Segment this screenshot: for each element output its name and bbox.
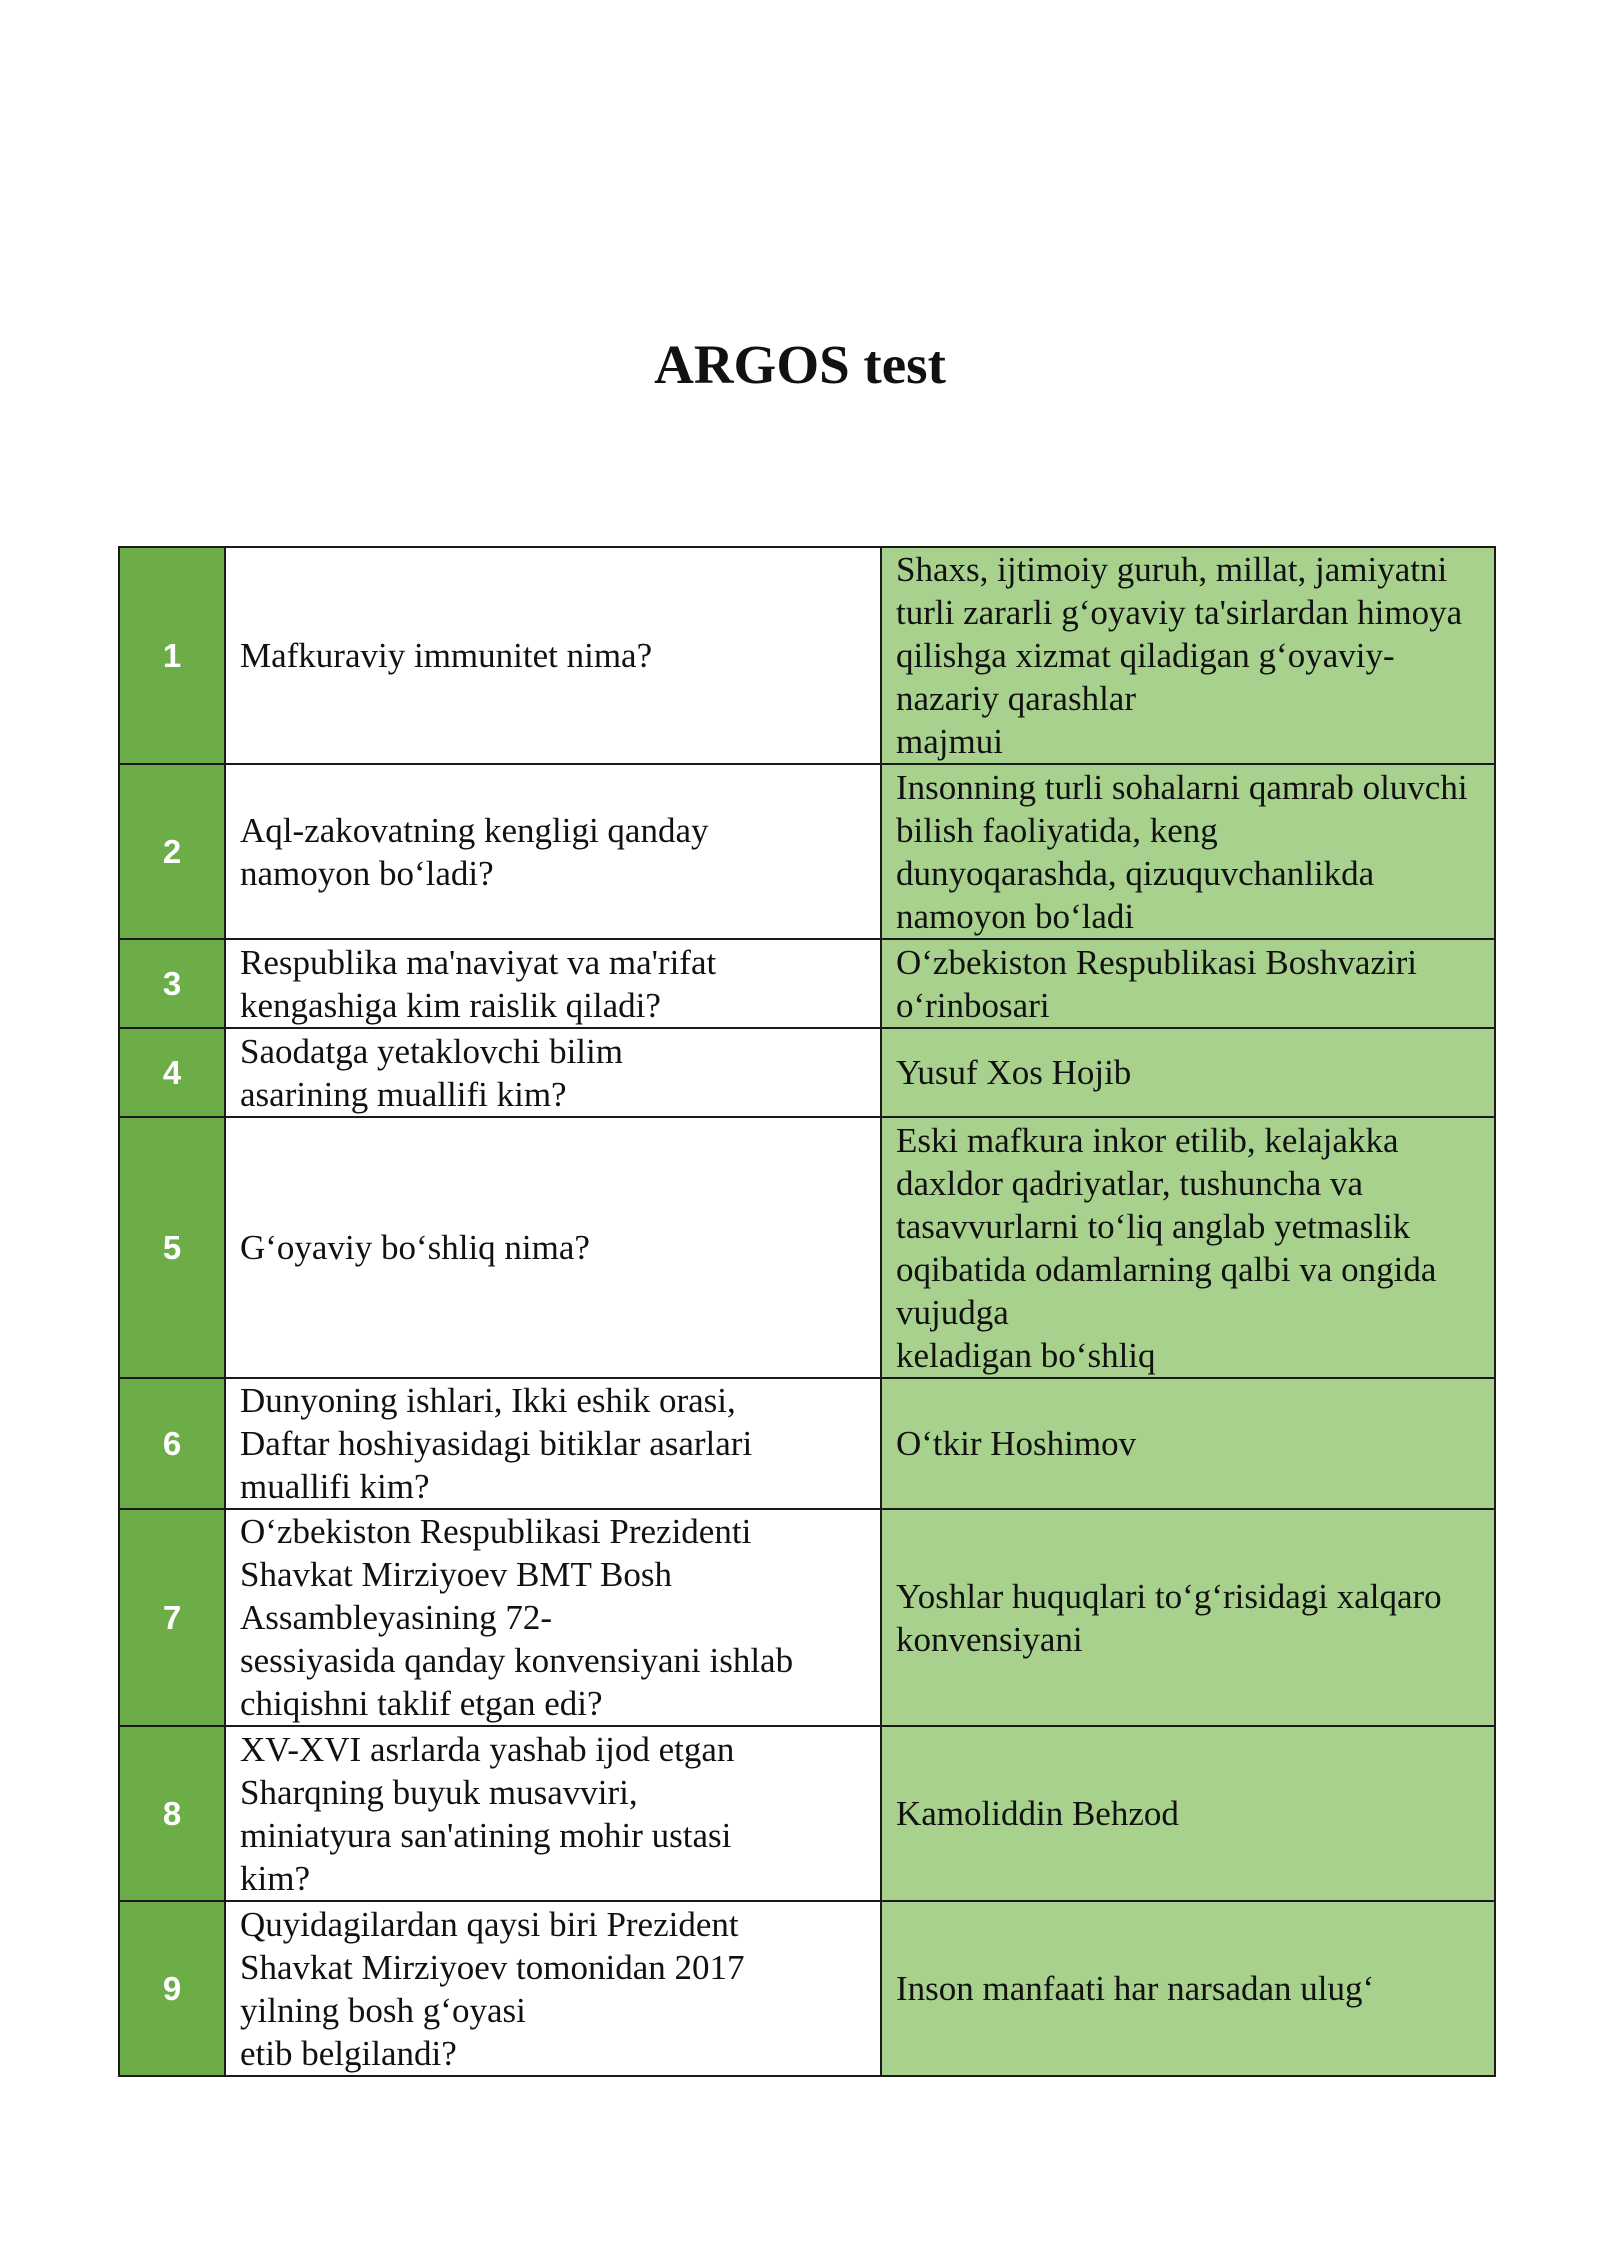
answer-line: Kamoliddin Behzod bbox=[896, 1794, 1179, 1833]
answer-line: konvensiyani bbox=[896, 1619, 1083, 1659]
question-cell bbox=[225, 547, 881, 764]
question-line: Mafkuraviy immunitet nima? bbox=[240, 636, 653, 675]
answer-cell bbox=[881, 1901, 1495, 2076]
question-line: Sharqning buyuk musavviri, bbox=[240, 1772, 638, 1812]
answer-line: Inson manfaati har narsadan ulug‘ bbox=[896, 1969, 1375, 2008]
question-cell bbox=[225, 1028, 881, 1117]
question-line: kim? bbox=[240, 1858, 310, 1898]
question-cell bbox=[225, 1509, 881, 1726]
question-line: Dunyoning ishlari, Ikki eshik orasi, bbox=[240, 1381, 736, 1420]
question-line: Shavkat Mirziyoev tomonidan 2017 bbox=[240, 1947, 745, 1987]
question-line: Saodatga yetaklovchi bilim bbox=[240, 1031, 623, 1071]
answer-line: bilish faoliyatida, keng bbox=[896, 810, 1218, 850]
answer-cell bbox=[881, 1028, 1495, 1117]
question-line: asarining muallifi kim? bbox=[240, 1074, 567, 1114]
answer-line: oqibatida odamlarning qalbi va ongida bbox=[896, 1249, 1437, 1289]
question-cell bbox=[225, 1117, 881, 1378]
row-number: 6 bbox=[119, 1378, 225, 1509]
question-line: namoyon bo‘ladi? bbox=[240, 853, 494, 893]
answer-cell bbox=[881, 1509, 1495, 1726]
question-line: XV-XVI asrlarda yashab ijod etgan bbox=[240, 1729, 735, 1769]
answer-line: nazariy qarashlar bbox=[896, 679, 1136, 718]
row-number: 4 bbox=[119, 1028, 225, 1117]
table-row bbox=[119, 1901, 1495, 2076]
question-line: sessiyasida qanday konvensiyani ishlab bbox=[240, 1641, 794, 1680]
answer-line: Insonning turli sohalarni qamrab oluvchi bbox=[896, 767, 1468, 807]
table-row bbox=[119, 939, 1495, 1028]
answer-line: namoyon bo‘ladi bbox=[896, 896, 1135, 936]
question-cell bbox=[225, 1726, 881, 1901]
question-line: Respublika ma'naviyat va ma'rifat bbox=[240, 942, 717, 982]
table-row bbox=[119, 1509, 1495, 1726]
row-number: 9 bbox=[119, 1901, 225, 2076]
answer-line: daxldor qadriyatlar, tushuncha va bbox=[896, 1163, 1364, 1203]
answer-line: majmui bbox=[896, 722, 1003, 761]
question-line: muallifi kim? bbox=[240, 1467, 430, 1506]
answer-line: Yoshlar huquqlari to‘g‘risidagi xalqaro bbox=[896, 1576, 1442, 1616]
answer-line: Shaxs, ijtimoiy guruh, millat, jamiyatni bbox=[896, 550, 1448, 589]
row-number: 1 bbox=[119, 547, 225, 764]
table-row bbox=[119, 764, 1495, 939]
answer-cell bbox=[881, 547, 1495, 764]
question-line: Aql-zakovatning kengligi qanday bbox=[240, 810, 709, 850]
qa-table-body bbox=[119, 547, 1495, 2076]
answer-line: vujudga bbox=[896, 1292, 1009, 1332]
answer-line: qilishga xizmat qiladigan g‘oyaviy- bbox=[896, 636, 1395, 675]
row-number: 2 bbox=[119, 764, 225, 939]
answer-line: O‘tkir Hoshimov bbox=[896, 1424, 1137, 1463]
question-line: yilning bosh g‘oyasi bbox=[240, 1990, 526, 2030]
row-number: 8 bbox=[119, 1726, 225, 1901]
answer-cell bbox=[881, 1378, 1495, 1509]
question-line: O‘zbekiston Respublikasi Prezidenti bbox=[240, 1512, 752, 1551]
question-line: chiqishni taklif etgan edi? bbox=[240, 1684, 603, 1723]
question-line: Shavkat Mirziyoev BMT Bosh bbox=[240, 1555, 672, 1594]
answer-line: o‘rinbosari bbox=[896, 985, 1050, 1025]
qa-table bbox=[118, 546, 1496, 2077]
answer-line: tasavvurlarni to‘liq anglab yetmaslik bbox=[896, 1206, 1411, 1246]
question-line: Assambleyasining 72- bbox=[240, 1598, 553, 1637]
answer-line: Yusuf Xos Hojib bbox=[896, 1053, 1132, 1092]
question-line: etib belgilandi? bbox=[240, 2033, 457, 2073]
answer-line: Eski mafkura inkor etilib, kelajakka bbox=[896, 1120, 1399, 1160]
question-line: miniatyura san'atining mohir ustasi bbox=[240, 1815, 732, 1855]
table-row bbox=[119, 1726, 1495, 1901]
question-cell bbox=[225, 764, 881, 939]
question-cell bbox=[225, 939, 881, 1028]
question-cell bbox=[225, 1901, 881, 2076]
answer-cell bbox=[881, 1117, 1495, 1378]
answer-cell bbox=[881, 1726, 1495, 1901]
question-cell bbox=[225, 1378, 881, 1509]
table-row bbox=[119, 547, 1495, 764]
table-row bbox=[119, 1117, 1495, 1378]
answer-line: dunyoqarashda, qizuquvchanlikda bbox=[896, 853, 1375, 893]
row-number: 7 bbox=[119, 1509, 225, 1726]
page-title: ARGOS test bbox=[654, 334, 946, 395]
answer-line: turli zararli g‘oyaviy ta'sirlardan himoya bbox=[896, 593, 1463, 632]
question-line: Quyidagilardan qaysi biri Prezident bbox=[240, 1904, 739, 1944]
row-number: 3 bbox=[119, 939, 225, 1028]
answer-cell bbox=[881, 764, 1495, 939]
question-line: G‘oyaviy bo‘shliq nima? bbox=[240, 1228, 590, 1267]
table-row bbox=[119, 1028, 1495, 1117]
question-line: Daftar hoshiyasidagi bitiklar asarlari bbox=[240, 1424, 753, 1463]
answer-line: keladigan bo‘shliq bbox=[896, 1335, 1156, 1375]
row-number: 5 bbox=[119, 1117, 225, 1378]
answer-line: O‘zbekiston Respublikasi Boshvaziri bbox=[896, 942, 1418, 982]
table-row bbox=[119, 1378, 1495, 1509]
question-line: kengashiga kim raislik qiladi? bbox=[240, 985, 661, 1025]
answer-cell bbox=[881, 939, 1495, 1028]
